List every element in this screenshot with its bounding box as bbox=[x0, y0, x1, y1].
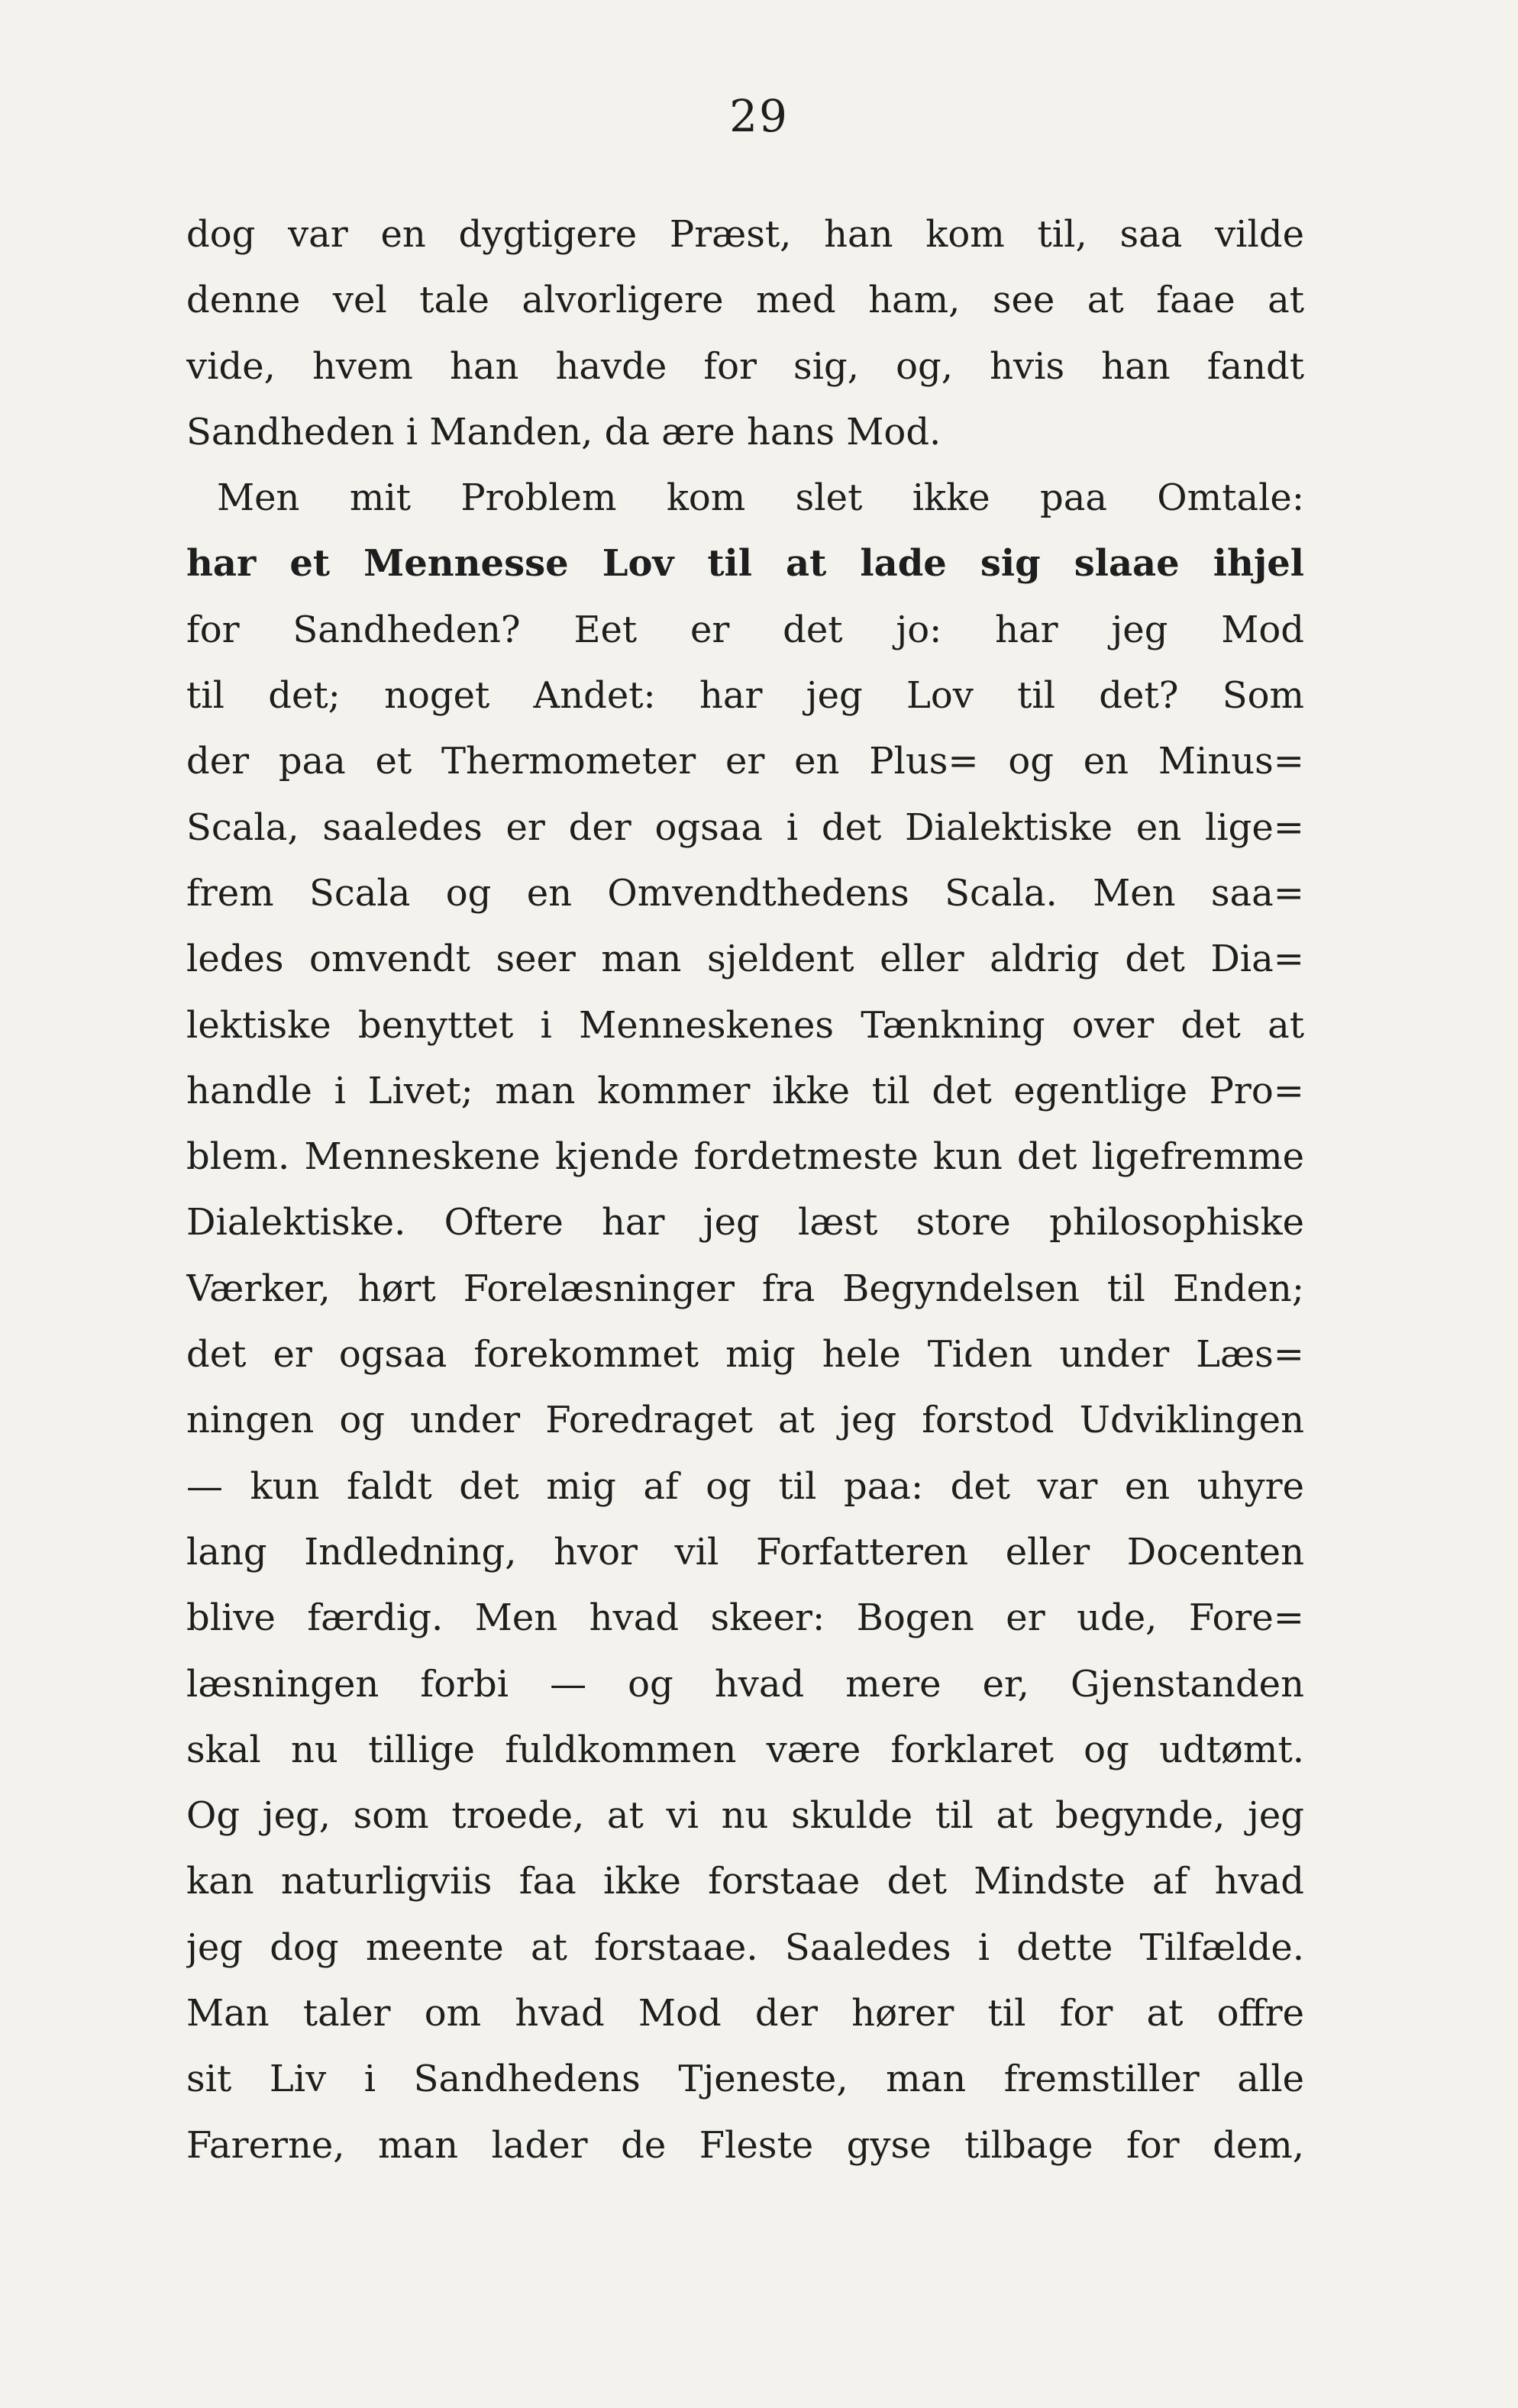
body-text bbox=[186, 202, 1304, 2178]
text-line: lektiske benyttet i Menneskenes Tænkning over det at bbox=[186, 1003, 1304, 1047]
text-line: jeg dog meente at forstaae. Saaledes i dette Tilfælde. bbox=[186, 1925, 1304, 1969]
text-line: skal nu tillige fuldkommen være forklaret og udtømt. bbox=[186, 1728, 1304, 1771]
text-line: lang Indledning, hvor vil Forfatteren eller Docenten bbox=[186, 1530, 1304, 1574]
text-line: Og jeg, som troede, at vi nu skulde til at begynde, jeg bbox=[186, 1794, 1304, 1838]
text-line: vide, hvem han havde for sig, og, hvis han fandt bbox=[186, 344, 1304, 388]
text-line: Men mit Problem kom slet ikke paa Omtale: bbox=[217, 476, 1304, 520]
text-line: kan naturligviis faa ikke forstaae det Mindste af hvad bbox=[186, 1860, 1304, 1903]
text-line: Værker, hørt Forelæsninger fra Begyndelsen til Enden; bbox=[186, 1267, 1304, 1310]
text-line: læsningen forbi — og hvad mere er, Gjenstanden bbox=[186, 1662, 1304, 1706]
text-line: blive færdig. Men hvad skeer: Bogen er ude, Fore= bbox=[186, 1596, 1304, 1640]
text-line: for Sandheden? Eet er det jo: har jeg Mod bbox=[186, 608, 1304, 651]
page-number: 29 bbox=[729, 90, 789, 142]
text-line: frem Scala og en Omvendthedens Scala. Men saa= bbox=[186, 871, 1304, 915]
text-line: Farerne, man lader de Fleste gyse tilbage for dem, bbox=[186, 2123, 1304, 2167]
text-line: handle i Livet; man kommer ikke til det egentlige Pro= bbox=[186, 1069, 1304, 1112]
text-line: Dialektiske. Oftere har jeg læst store philosophiske bbox=[186, 1201, 1304, 1244]
text-line: har et Mennesse Lov til at lade sig slaae ihjel bbox=[186, 542, 1304, 586]
text-line: til det; noget Andet: har jeg Lov til det? Som bbox=[186, 674, 1304, 718]
text-line: ledes omvendt seer man sjeldent eller aldrig det Dia= bbox=[186, 938, 1304, 981]
text-line: denne vel tale alvorligere med ham, see at faae at bbox=[186, 279, 1304, 322]
text-line: Scala, saaledes er der ogsaa i det Dialektiske en lige= bbox=[186, 805, 1304, 849]
text-line: — kun faldt det mig af og til paa: det var en uhyre bbox=[186, 1464, 1304, 1508]
text-line: Man taler om hvad Mod der hører til for at offre bbox=[186, 1992, 1304, 2035]
text-line: blem. Menneskene kjende fordetmeste kun det ligefremme bbox=[186, 1135, 1304, 1179]
text-line: der paa et Thermometer er en Plus= og en Minus= bbox=[186, 740, 1304, 783]
text-line: det er ogsaa forekommet mig hele Tiden under Læs= bbox=[186, 1333, 1304, 1377]
text-line: sit Liv i Sandhedens Tjeneste, man fremstiller alle bbox=[186, 2058, 1304, 2101]
text-line: ningen og under Foredraget at jeg forstod Udviklingen bbox=[186, 1399, 1304, 1442]
text-line: Sandheden i Manden, da ære hans Mod. bbox=[186, 410, 941, 454]
text-line: dog var en dygtigere Præst, han kom til, saa vilde bbox=[186, 213, 1304, 256]
